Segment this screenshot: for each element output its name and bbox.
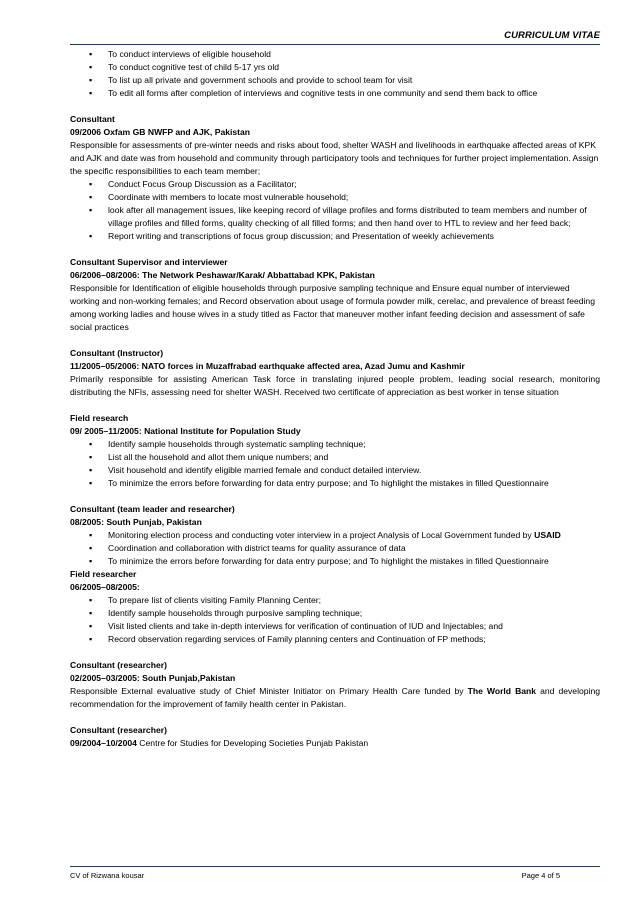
section-org: 11/2005–05/2006: NATO forces in Muzaffrabad earthquake affected area, Azad Jumu and Kashmir (70, 361, 465, 371)
section-role: Consultant (Instructor) (70, 348, 164, 358)
section-role: Consultant (researcher) (70, 660, 167, 670)
section-date: 09/2004–10/2004 (70, 738, 137, 748)
list-item: ▪ Record observation regarding services of Family planning centers and Continuation of FP methods; (70, 633, 600, 646)
description-text: and developing recommendation for the improvement of family health center in Pakistan. (70, 686, 601, 709)
header-title: CURRICULUM VITAE (504, 30, 600, 41)
list-item: ▪ Report writing and transcriptions of focus group discussion; and Presentation of weekly achievements (70, 230, 600, 243)
section-org: Centre for Studies for Developing Societies Punjab Pakistan (136, 738, 369, 748)
footer-rule (70, 866, 600, 867)
cv-content (70, 48, 600, 750)
list-item: ▪ Visit listed clients and take in-depth interviews for verification of continuation of IUD and Injectables; and (70, 620, 600, 633)
section-org: 02/2005–03/2005: South Punjab,Pakistan (70, 673, 236, 683)
list-item: ▪ To prepare list of clients visiting Family Planning Center; (70, 594, 600, 607)
funder-name: USAID (534, 530, 561, 540)
section-org: 08/2005: South Punjab, Pakistan (70, 517, 202, 527)
section-role: Consultant (team leader and researcher) (70, 504, 235, 514)
list-item: ▪ To minimize the errors before forwarding for data entry purpose; and To highlight the mistakes in filled Questionnaire (70, 477, 600, 490)
list-item: ▪ To list up all private and government schools and provide to school team for visit (70, 74, 600, 87)
section-role: Consultant Supervisor and interviewer (70, 257, 228, 267)
section-description: Responsible for Identification of eligible households through purposive sampling technique and Ensure equal number of interviewed working and non-working females; and Record observation about usage of formula powder milk, cerelac, and prevalence of breast feeding among working ladies and house wives in a study titled as Factor that maneuver mother infant feeding decision and assessment of safe social practices (70, 283, 595, 332)
section-bullet-list (70, 438, 600, 490)
list-item: ▪ List all the household and allot them unique numbers; and (70, 451, 600, 464)
list-item: ▪ Identify sample households through systematic sampling technique; (70, 438, 600, 451)
section-description: Primarily responsible for assisting American Task force in translating injured people problem, leading social research, monitoring distributing the NFIs, assessing need for shelter WASH. Received two certificate of appreciation as best worker in tense situation (70, 374, 600, 397)
footer-page-number: Page 4 of 5 (521, 871, 560, 880)
funder-name: The World Bank (467, 686, 537, 696)
section-role: Consultant (researcher) (70, 725, 167, 735)
section-org: 09/2006 Oxfam GB NWFP and AJK, Pakistan (70, 127, 251, 137)
section-org: 06/2005–08/2005: (70, 582, 140, 592)
section-role: Field research (70, 413, 129, 423)
section-description (70, 685, 600, 711)
list-item: ▪ look after all management issues, like keeping record of village profiles and forms distributed to team members and number of village profiles and filled forms, quality checking of all filled forms; and then hand over to HTL to review and her feed back; (70, 204, 600, 230)
list-item: ▪ To conduct cognitive test of child 5-17 yrs old (70, 61, 600, 74)
header-rule (70, 44, 600, 45)
list-item-text: Monitoring election process and conducting voter interview in a project Analysis of Local Government funded by (108, 530, 535, 540)
list-item: ▪ To conduct interviews of eligible household (70, 48, 600, 61)
list-item: ▪ To minimize the errors before forwarding for data entry purpose; and To highlight the mistakes in filled Questionnaire (70, 555, 600, 568)
intro-bullet-list (70, 48, 600, 100)
description-text: Responsible External evaluative study of Chief Minister Initiator on Primary Health Care funded by (70, 686, 468, 696)
list-item: ▪ To edit all forms after completion of interviews and cognitive tests in one community and send them back to office (70, 87, 600, 100)
section-org: 09/ 2005–11/2005: National Institute for Population Study (70, 426, 301, 436)
section-description: Responsible for assessments of pre-winter needs and risks about food, shelter WASH and livelihoods in earthquake affected areas of KPK and AJK and date was from household and community through participatory tools and techniques for further project implementation. Assign the specific responsibilities to each team member; (70, 140, 599, 176)
section-role: Consultant (70, 114, 115, 124)
list-item: ▪ Identify sample households through purposive sampling technique; (70, 607, 600, 620)
footer-cv-name: CV of Rizwana kousar (70, 871, 145, 880)
section-role: Field researcher (70, 569, 137, 579)
section-org-line (70, 737, 600, 750)
section-bullet-list (70, 178, 600, 243)
list-item: ▪ Visit household and identify eligible married female and conduct detailed interview. (70, 464, 600, 477)
section-org: 06/2006–08/2006: The Network Peshawar/Karak/ Abbattabad KPK, Pakistan (70, 270, 375, 280)
list-item: ▪ Conduct Focus Group Discussion as a Facilitator; (70, 178, 600, 191)
list-item (70, 529, 600, 542)
list-item: ▪ Coordination and collaboration with district teams for quality assurance of data (70, 542, 600, 555)
section-bullet-list (70, 594, 600, 646)
section-bullet-list (70, 529, 600, 568)
list-item: ▪ Coordinate with members to locate most vulnerable household; (70, 191, 600, 204)
